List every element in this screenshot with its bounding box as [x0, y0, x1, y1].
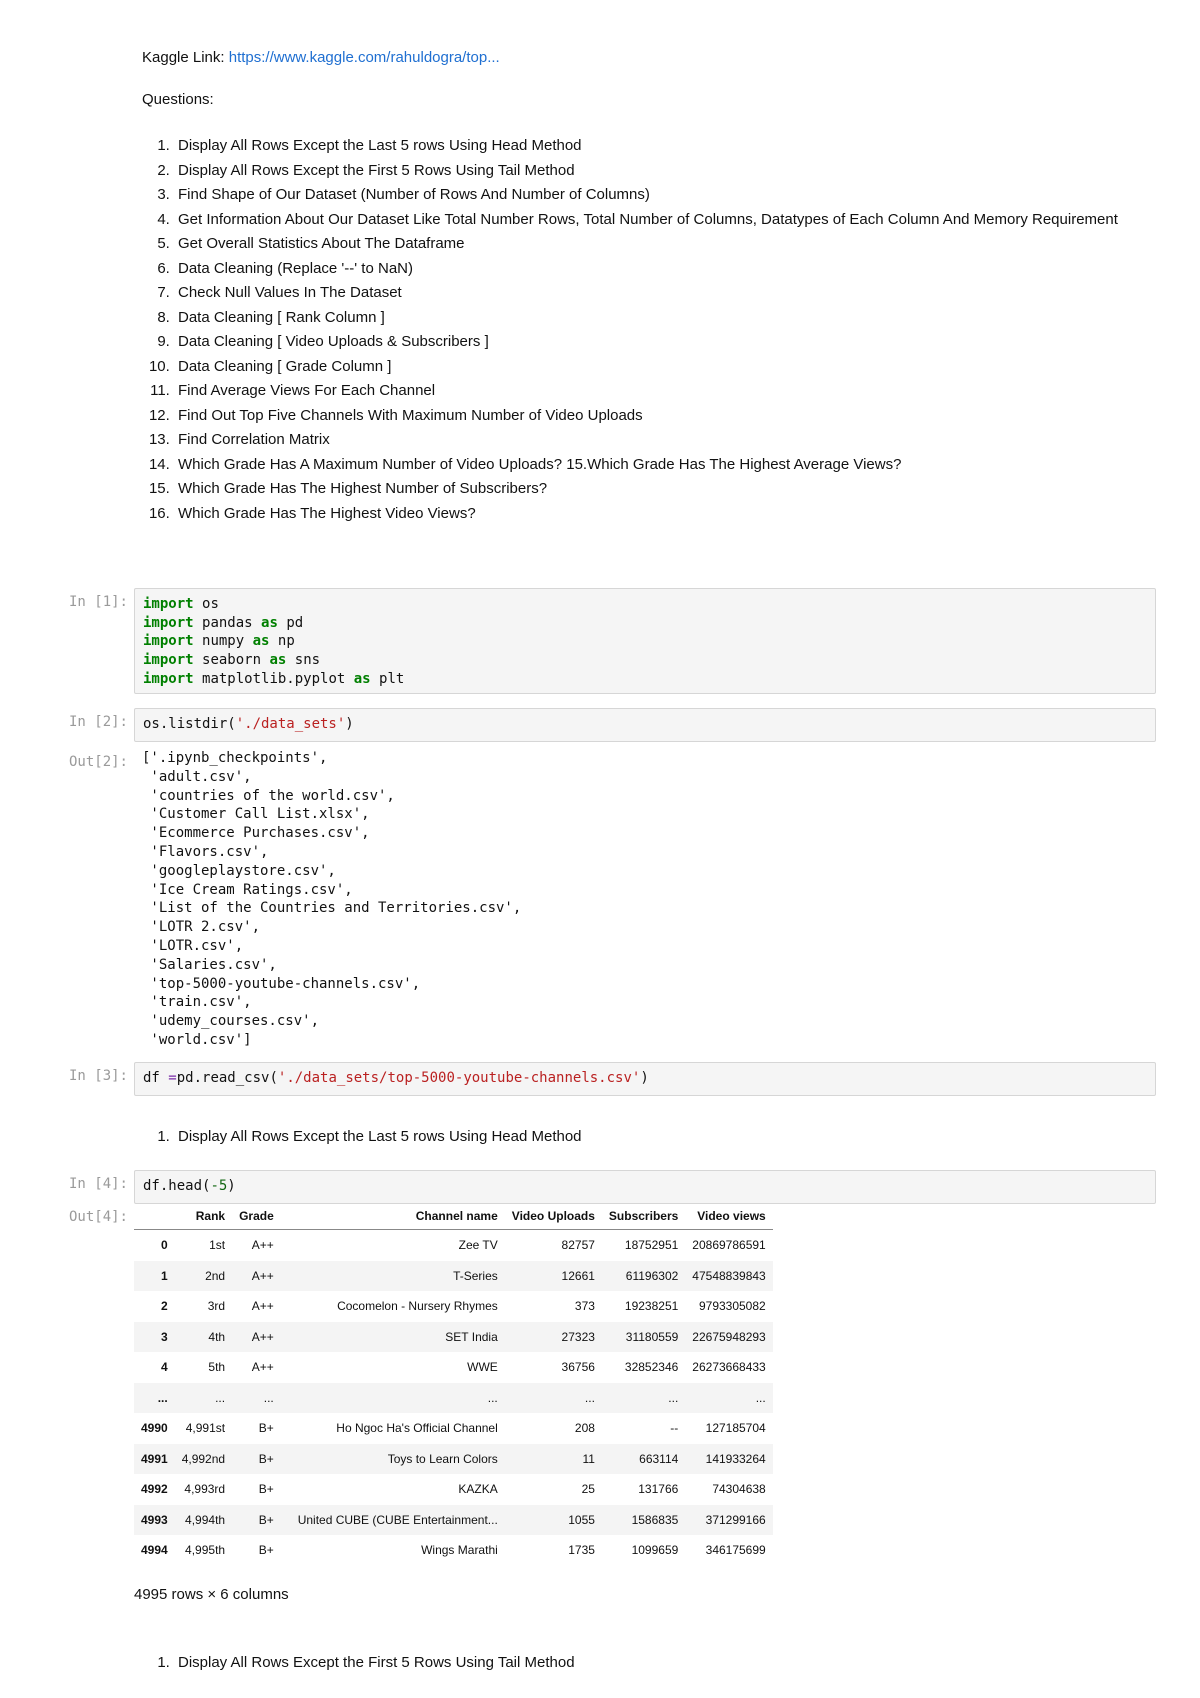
module-alias: np: [277, 633, 295, 650]
column-header: Channel name: [281, 1202, 505, 1230]
row-index: 0: [161, 1238, 168, 1253]
table-cell: 1055: [505, 1505, 602, 1536]
question-item: 1. Display All Rows Except the Last 5 rows Using Head Method: [174, 134, 1134, 159]
input-prompt-2: In [2]:: [68, 714, 128, 730]
module-alias: pd: [286, 614, 304, 631]
table-row: [134, 1291, 773, 1322]
table-cell: KAZKA: [458, 1482, 498, 1497]
code-assign-op: =: [168, 1070, 177, 1086]
markdown-q1-text: 1. Display All Rows Except the Last 5 rows Using Head Method: [174, 1127, 582, 1147]
row-index: 1: [134, 1261, 175, 1292]
table-header-row: [134, 1202, 773, 1230]
markdown-q2: [142, 1653, 575, 1673]
table-cell: 4,994th: [175, 1505, 232, 1536]
table-cell: 47548839843: [685, 1261, 772, 1292]
table-row: [134, 1444, 773, 1475]
table-cell: ...: [175, 1383, 232, 1414]
table-cell: A++: [232, 1322, 281, 1353]
table-cell: 32852346: [624, 1360, 679, 1375]
kaggle-label: Kaggle Link:: [142, 49, 225, 66]
code-listdir-close: ): [345, 716, 354, 732]
table-cell: 346175699: [705, 1543, 766, 1558]
output-prompt-4: Out[4]:: [68, 1209, 128, 1225]
listdir-output: [142, 749, 521, 1050]
question-item: 10. Data Cleaning [ Grade Column ]: [174, 355, 1134, 380]
table-cell: 127185704: [705, 1421, 766, 1436]
table-cell: B+: [232, 1444, 281, 1475]
row-index: 4990: [141, 1421, 168, 1436]
question-item: 9. Data Cleaning [ Video Uploads & Subscribers ]: [174, 330, 1134, 355]
output-line: 'googleplaystore.csv',: [142, 862, 336, 879]
row-index: 4993: [134, 1505, 175, 1536]
code-read-csv-arg: './data_sets/top-5000-youtube-channels.csv': [277, 1070, 641, 1086]
table-cell: 371299166: [685, 1505, 772, 1536]
table-cell: 141933264: [685, 1444, 772, 1475]
code-listdir-call: os.listdir(: [143, 716, 236, 732]
table-cell: A++: [251, 1238, 274, 1253]
dataframe-shape-note: 4995 rows × 6 columns: [134, 1586, 289, 1603]
markdown-q1: [142, 1127, 582, 1147]
code-line: [143, 614, 1147, 633]
output-line: 'udemy_courses.csv',: [142, 1013, 320, 1030]
row-index: 2: [161, 1299, 168, 1314]
output-line: 'world.csv']: [142, 1031, 252, 1048]
code-line: [143, 670, 1147, 689]
row-index: 4992: [141, 1482, 168, 1497]
table-cell: United CUBE (CUBE Entertainment...: [281, 1505, 505, 1536]
code-df-var: df: [143, 1070, 169, 1086]
module-name: seaborn: [202, 652, 262, 669]
code-cell-3[interactable]: [134, 1062, 1156, 1096]
table-cell: 31180559: [602, 1322, 685, 1353]
question-item: 4. Get Information About Our Dataset Like Total Number Rows, Total Number of Columns, Datatypes of Each Column And Memory Requirement: [174, 208, 1134, 233]
table-cell: 22675948293: [685, 1322, 772, 1353]
module-alias: sns: [294, 652, 321, 669]
question-item: 13. Find Correlation Matrix: [174, 428, 1134, 453]
import-keyword: import: [143, 633, 194, 650]
question-item: 5. Get Overall Statistics About The Dataframe: [174, 232, 1134, 257]
code-read-csv-close: ): [640, 1070, 649, 1086]
output-line: ['.ipynb_checkpoints',: [142, 750, 328, 766]
code-cell-4[interactable]: [134, 1170, 1156, 1204]
import-keyword: import: [143, 596, 194, 612]
code-head-call: df.head(: [143, 1178, 211, 1194]
code-line: [143, 651, 1147, 670]
table-cell: Wings Marathi: [421, 1543, 498, 1558]
code-read-csv-call: pd.read_csv(: [176, 1070, 278, 1086]
row-index: ...: [134, 1383, 175, 1414]
dataframe-table: [134, 1202, 773, 1566]
question-item: 6. Data Cleaning (Replace '--' to NaN): [174, 257, 1134, 282]
markdown-q2-text: 1. Display All Rows Except the First 5 Rows Using Tail Method: [174, 1653, 575, 1673]
as-keyword: as: [252, 633, 270, 650]
input-prompt-3: In [3]:: [68, 1068, 128, 1084]
code-head-close: ): [227, 1178, 236, 1194]
table-cell: 74304638: [712, 1482, 766, 1497]
output-line: 'adult.csv',: [142, 768, 252, 785]
output-line: 'LOTR.csv',: [142, 937, 244, 954]
column-header: [134, 1202, 175, 1230]
output-prompt-2: Out[2]:: [68, 754, 128, 770]
column-header: Video views: [685, 1202, 772, 1230]
table-cell: A++: [251, 1360, 274, 1375]
table-row: [134, 1230, 773, 1261]
table-cell: 19238251: [624, 1299, 679, 1314]
code-cell-1[interactable]: [134, 588, 1156, 694]
table-cell: Ho Ngoc Ha's Official Channel: [336, 1421, 498, 1436]
table-cell: 1099659: [631, 1543, 679, 1558]
table-cell: 208: [574, 1421, 595, 1436]
table-cell: 1735: [568, 1543, 595, 1558]
table-cell: A++: [232, 1261, 281, 1292]
module-name: numpy: [202, 633, 245, 650]
row-index: 4991: [134, 1444, 175, 1475]
row-index: 3: [134, 1322, 175, 1353]
table-cell: Toys to Learn Colors: [281, 1444, 505, 1475]
table-cell: SET India: [281, 1322, 505, 1353]
table-cell: 61196302: [602, 1261, 685, 1292]
question-item: 3. Find Shape of Our Dataset (Number of Rows And Number of Columns): [174, 183, 1134, 208]
table-cell: T-Series: [281, 1261, 505, 1292]
question-item: 8. Data Cleaning [ Rank Column ]: [174, 306, 1134, 331]
table-cell: 373: [574, 1299, 595, 1314]
table-cell: 12661: [505, 1261, 602, 1292]
module-name: os: [202, 596, 219, 612]
column-header: Grade: [232, 1202, 281, 1230]
output-line: 'Ecommerce Purchases.csv',: [142, 825, 370, 842]
code-cell-2[interactable]: [134, 708, 1156, 742]
as-keyword: as: [269, 652, 287, 669]
table-cell: 4,991st: [185, 1421, 226, 1436]
table-cell: 3rd: [207, 1299, 226, 1314]
code-line: [143, 632, 1147, 651]
table-cell: B+: [258, 1482, 274, 1497]
table-cell: ...: [505, 1383, 602, 1414]
row-index: 4994: [141, 1543, 168, 1558]
table-cell: 82757: [561, 1238, 595, 1253]
questions-list: [142, 134, 1134, 526]
table-cell: Cocomelon - Nursery Rhymes: [337, 1299, 498, 1314]
question-item: 12. Find Out Top Five Channels With Maximum Number of Video Uploads: [174, 404, 1134, 429]
table-cell: 4,992nd: [175, 1444, 232, 1475]
table-cell: 2nd: [175, 1261, 232, 1292]
table-cell: 27323: [505, 1322, 602, 1353]
import-keyword: import: [143, 670, 194, 687]
table-cell: 36756: [561, 1360, 595, 1375]
table-cell: 1586835: [602, 1505, 685, 1536]
question-item: 11. Find Average Views For Each Channel: [174, 379, 1134, 404]
column-header: Rank: [175, 1202, 232, 1230]
question-item: 2. Display All Rows Except the First 5 Rows Using Tail Method: [174, 159, 1134, 184]
table-cell: B+: [232, 1505, 281, 1536]
output-line: 'countries of the world.csv',: [142, 787, 395, 804]
output-line: 'LOTR 2.csv',: [142, 919, 261, 936]
table-cell: 4,993rd: [184, 1482, 226, 1497]
question-item: 7. Check Null Values In The Dataset: [174, 281, 1134, 306]
table-cell: 20869786591: [692, 1238, 766, 1253]
kaggle-link-line: [142, 48, 500, 68]
table-cell: 11: [505, 1444, 602, 1475]
column-header: Subscribers: [602, 1202, 685, 1230]
table-cell: 18752951: [624, 1238, 679, 1253]
table-row: [134, 1322, 773, 1353]
table-cell: ...: [602, 1383, 685, 1414]
question-item: 15. Which Grade Has The Highest Number of Subscribers?: [174, 477, 1134, 502]
table-cell: ...: [281, 1383, 505, 1414]
as-keyword: as: [353, 670, 371, 687]
table-cell: 9793305082: [698, 1299, 766, 1314]
kaggle-url-link[interactable]: https://www.kaggle.com/rahuldogra/top...: [228, 49, 500, 66]
table-cell: A++: [251, 1299, 274, 1314]
as-keyword: as: [261, 614, 278, 631]
output-line: 'Salaries.csv',: [142, 956, 277, 973]
table-cell: 1st: [209, 1238, 226, 1253]
module-name: pandas: [202, 614, 253, 631]
table-cell: ...: [232, 1383, 281, 1414]
table-cell: 663114: [602, 1444, 685, 1475]
table-row: [134, 1261, 773, 1292]
import-keyword: import: [143, 652, 194, 669]
table-row: [134, 1474, 773, 1505]
question-item: 14. Which Grade Has A Maximum Number of Video Uploads? 15.Which Grade Has The Highest Average Views?: [174, 453, 1134, 478]
table-row: [134, 1505, 773, 1536]
table-row: [134, 1383, 773, 1414]
table-cell: --: [670, 1421, 679, 1436]
input-prompt-1: In [1]:: [68, 594, 128, 610]
output-line: 'train.csv',: [142, 994, 252, 1011]
questions-heading: Questions:: [142, 91, 214, 108]
table-cell: Zee TV: [458, 1238, 498, 1253]
table-row: [134, 1535, 773, 1566]
table-cell: B+: [258, 1543, 274, 1558]
table-cell: WWE: [467, 1360, 498, 1375]
module-name: matplotlib.pyplot: [202, 670, 346, 687]
question-item: 16. Which Grade Has The Highest Video Views?: [174, 502, 1134, 527]
module-alias: plt: [379, 670, 405, 687]
table-cell: 25: [581, 1482, 595, 1497]
output-line: 'top-5000-youtube-channels.csv',: [142, 975, 421, 992]
output-line: 'Ice Cream Ratings.csv',: [142, 881, 353, 898]
output-line: 'Flavors.csv',: [142, 843, 269, 860]
table-cell: 26273668433: [692, 1360, 766, 1375]
output-line: 'List of the Countries and Territories.csv',: [142, 900, 522, 917]
output-line: 'Customer Call List.xlsx',: [142, 806, 370, 823]
table-cell: B+: [258, 1421, 274, 1436]
table-row: [134, 1413, 773, 1444]
table-cell: ...: [685, 1383, 772, 1414]
code-head-arg: -5: [210, 1178, 228, 1194]
table-cell: 4th: [175, 1322, 232, 1353]
code-line: [143, 595, 1147, 614]
table-row: [134, 1352, 773, 1383]
table-cell: 4,995th: [185, 1543, 226, 1558]
import-keyword: import: [143, 614, 194, 631]
column-header: Video Uploads: [505, 1202, 602, 1230]
row-index: 4: [161, 1360, 168, 1375]
code-listdir-arg: './data_sets': [235, 716, 346, 732]
table-cell: 5th: [208, 1360, 226, 1375]
table-cell: 131766: [638, 1482, 679, 1497]
input-prompt-4: In [4]:: [68, 1176, 128, 1192]
